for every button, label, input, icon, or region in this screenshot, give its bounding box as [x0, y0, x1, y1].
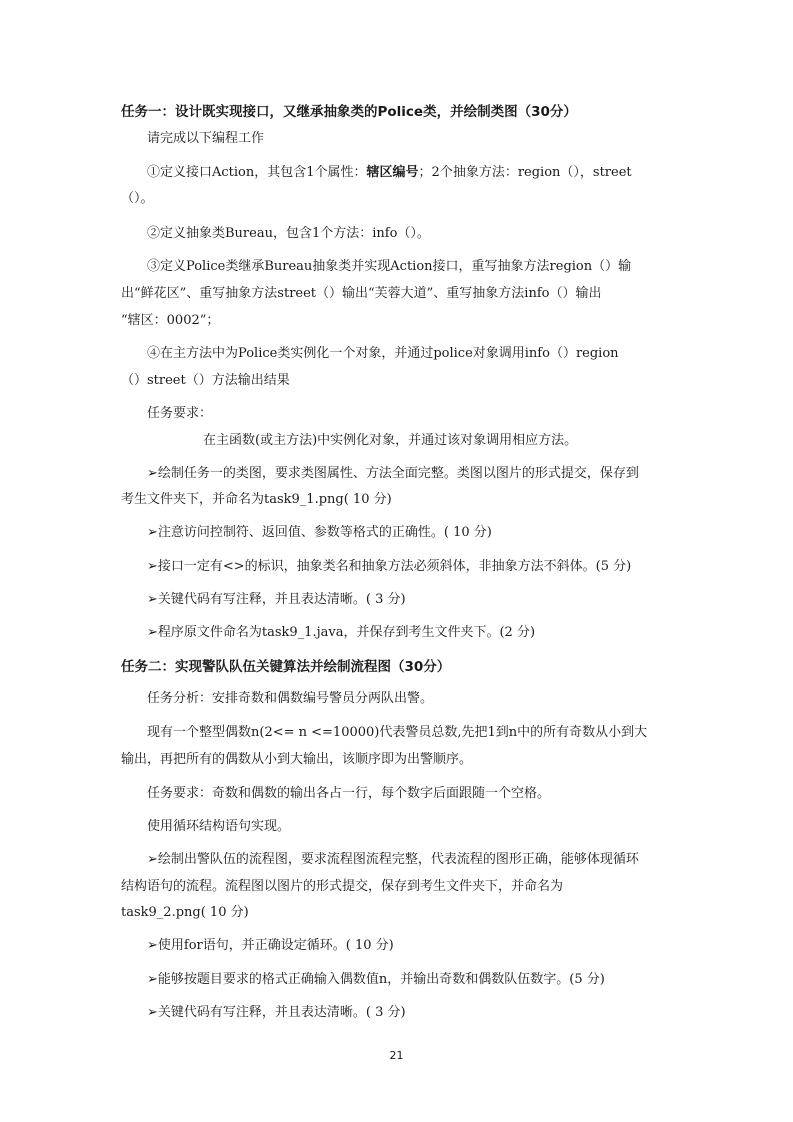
task1-item4-line1: ④在主方法中为Police类实例化一个对象，并通过police对象调用info（）region: [147, 346, 619, 361]
task1-item4-line2: （）street（）方法输出结果: [121, 373, 290, 388]
task1-req2: ➢注意访问控制符、返回值、参数等格式的正确性。( 10 分): [147, 525, 492, 540]
task2-loop-text: 使用循环结构语句实现。: [147, 819, 291, 834]
task2-req1-line3: task9_2.png( 10 分): [121, 905, 249, 920]
page-number: 21: [389, 1049, 404, 1062]
task2-analysis: 任务分析：安排奇数和偶数编号警员分两队出警。: [147, 691, 434, 706]
task1-item1-text-b: ；2个抽象方法：region（），street: [418, 165, 632, 180]
task1-item2: ②定义抽象类Bureau，包含1个方法：info（）。: [147, 226, 430, 241]
task1-title: 任务一：设计既实现接口，又继承抽象类的Police类，并绘制类图（30分）: [121, 104, 577, 120]
task2-req1-line2: 结构语句的流程。流程图以图片的形式提交，保存到考生文件夹下，并命名为: [121, 879, 564, 894]
task2-req1-line1: ➢绘制出警队伍的流程图，要求流程图流程完整，代表流程的图形正确，能够体现循环: [147, 852, 639, 867]
task1-item3-line1: ③定义Police类继承Bureau抽象类并实现Action接口，重写抽象方法region（）输: [147, 259, 632, 274]
task1-req4: ➢关键代码有写注释，并且表达清晰。( 3 分): [147, 592, 406, 607]
task2-requirements: 任务要求：奇数和偶数的输出各占一行，每个数字后面跟随一个空格。: [147, 786, 551, 801]
task1-req3: ➢接口一定有<>的标识，抽象类名和抽象方法必须斜体，非抽象方法不斜体。(5 分): [147, 559, 632, 574]
task2-req4: ➢关键代码有写注释，并且表达清晰。( 3 分): [147, 1005, 406, 1020]
task1-req5: ➢程序原文件命名为task9_1.java，并保存到考生文件夹下。(2 分): [147, 625, 536, 640]
task2-req3: ➢能够按题目要求的格式正确输入偶数值n，并输出奇数和偶数队伍数字。(5 分): [147, 972, 605, 987]
task1-item3-line3: “辖区：0002”；: [121, 313, 220, 328]
task1-item1-text-a: ①定义接口Action，其包含1个属性：: [147, 165, 367, 180]
task2-req2: ➢使用for语句，并正确设定循环。( 10 分): [147, 938, 394, 953]
task1-item1-line1: [147, 164, 632, 182]
task1-req1-line1: ➢绘制任务一的类图，要求类图属性、方法全面完整。类图以图片的形式提交，保存到: [147, 466, 639, 481]
task1-req1-line2: 考生文件夹下，并命名为task9_1.png( 10 分): [121, 492, 392, 507]
task2-desc-line1: 现有一个整型偶数n(2<= n <=10000)代表警员总数,先把1到n中的所有奇数从小到大: [147, 725, 648, 740]
task1-item1-line2: （）。: [121, 191, 154, 206]
task2-title: 任务二：实现警队队伍关键算法并绘制流程图（30分）: [121, 659, 451, 675]
task2-desc-line2: 输出，再把所有的偶数从小到大输出，该顺序即为出警顺序。: [121, 752, 473, 767]
task1-item3-line2: 出“鲜花区”、重写抽象方法street（）输出“芙蓉大道”、重写抽象方法info（）输出: [121, 286, 602, 301]
task1-requirements-label: 任务要求：: [147, 406, 213, 421]
task1-requirements-text: 在主函数(或主方法)中实例化对象，并通过该对象调用相应方法。: [203, 433, 578, 448]
task1-intro: 请完成以下编程工作: [147, 131, 265, 146]
task1-item1-bold: 辖区编号: [366, 165, 419, 180]
